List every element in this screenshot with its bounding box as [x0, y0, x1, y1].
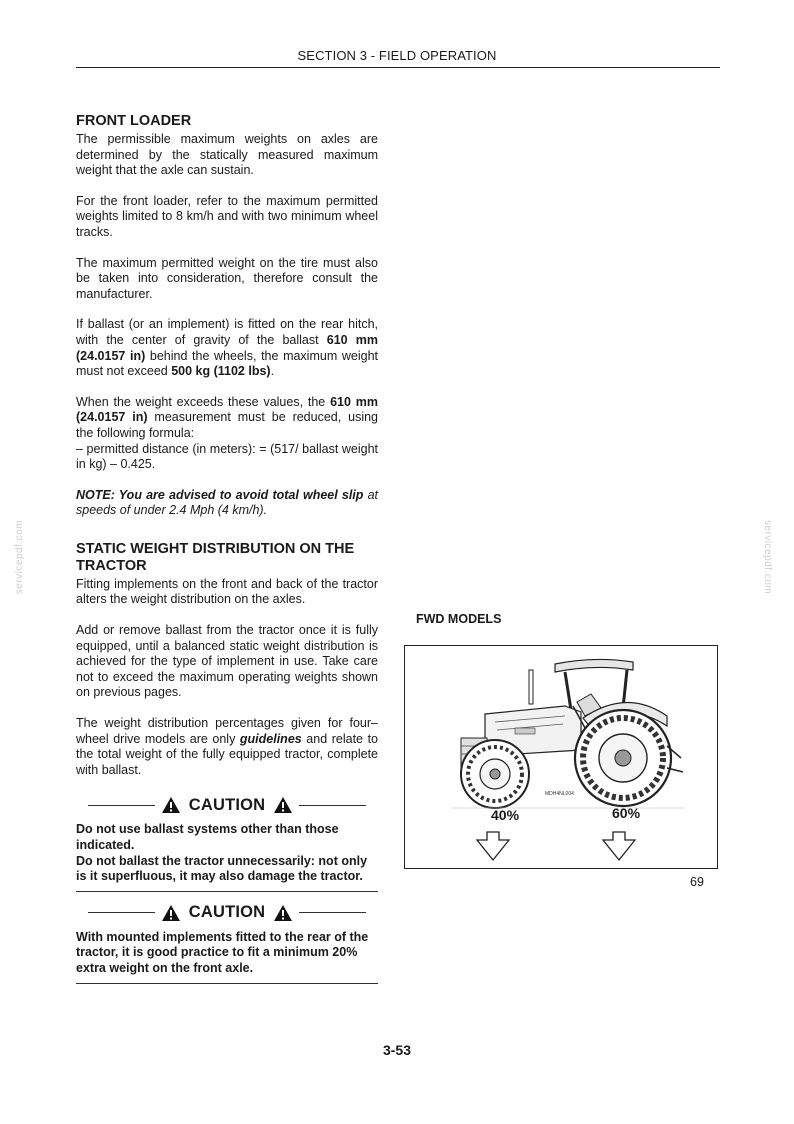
header-rule [76, 67, 720, 68]
warning-triangle-icon [161, 904, 181, 922]
front-loader-paragraph-2: For the front loader, refer to the maximum permitted weights limited to 8 km/h and with two minimum wheel tracks. [76, 193, 378, 239]
front-loader-paragraph-3: The maximum permitted weight on the tire must also be taken into consideration, therefore consult the manufacturer. [76, 255, 378, 301]
front-loader-paragraph-5: When the weight exceeds these values, the 610 mm (24.0157 in) measurement must be reduced, using the following formula: [76, 394, 379, 440]
page-number: 3-53 [382, 1042, 412, 1058]
static-weight-paragraph-2: Add or remove ballast from the tractor once it is fully equipped, until a balanced static weight distribution is achieved for the type of implement in use. Take care not to exceed the maximum operating weights shown on previous pages. [76, 623, 378, 700]
warning-triangle-icon [273, 796, 293, 814]
formula-line: – permitted distance (in meters): = (517/ ballast weight in kg) – 0.425. [76, 441, 378, 472]
caution-2-line-1: With mounted implements fitted to the rear of the tractor, it is good practice to fit a minimum 20% extra weight on the front axle. [76, 929, 369, 975]
front-axle-arrow-icon [477, 832, 509, 860]
front-loader-paragraph-1: The permissible maximum weights on axles are determined by the statically measured maximum weight that the axle can sustain. [76, 132, 378, 178]
rear-axle-arrow-icon [603, 832, 635, 860]
caution-1-line-1: Do not use ballast systems other than those indicated. [76, 822, 339, 852]
caution-2-rule [76, 983, 378, 984]
part-code: MDH4NL004 [545, 791, 574, 797]
static-weight-paragraph-3: The weight distribution percentages given for four–wheel drive models are only guidelines and relate to the total weight of the fully equipped tractor, complete with ballast. [76, 716, 378, 777]
section-header: SECTION 3 - FIELD OPERATION [297, 48, 497, 63]
warning-triangle-icon [161, 796, 181, 814]
caution-1-rule [76, 891, 378, 892]
caution-header-1 [76, 794, 378, 816]
front-loader-heading: FRONT LOADER [76, 113, 192, 129]
front-axle-percent: 40% [491, 807, 520, 823]
static-weight-paragraph-1: Fitting implements on the front and back of the tractor alters the weight distribution on the axles. [76, 576, 378, 607]
figure-number: 69 [690, 875, 704, 889]
note: NOTE: You are advised to avoid total wheel slip at speeds of under 2.4 Mph (4 km/h). [76, 487, 378, 518]
rear-axle-percent: 60% [612, 805, 641, 821]
watermark-right: servicepdf.com [762, 520, 773, 595]
fwd-models-label: FWD MODELS [416, 612, 502, 626]
static-weight-heading: STATIC WEIGHT DISTRIBUTION ON THE TRACTOR [76, 540, 355, 574]
left-column [76, 113, 378, 994]
caution-label: CAUTION [188, 903, 266, 922]
watermark-left: servicepdf.com [14, 520, 25, 595]
caution-1-line-2: Do not ballast the tractor unnecessarily: not only is it superfluous, it may also damage the tractor. [76, 853, 368, 884]
warning-triangle-icon [273, 904, 293, 922]
tractor-illustration [405, 646, 717, 868]
caution-label: CAUTION [188, 795, 266, 814]
weight-distribution-figure [404, 645, 718, 869]
front-loader-paragraph-4: If ballast (or an implement) is fitted on the rear hitch, with the center of gravity of the ballast 610 mm (24.0157 in) behind the wheels, the maximum weight must not exceed 500 kg (1102 lbs). [76, 317, 378, 379]
caution-header-2 [76, 902, 378, 924]
